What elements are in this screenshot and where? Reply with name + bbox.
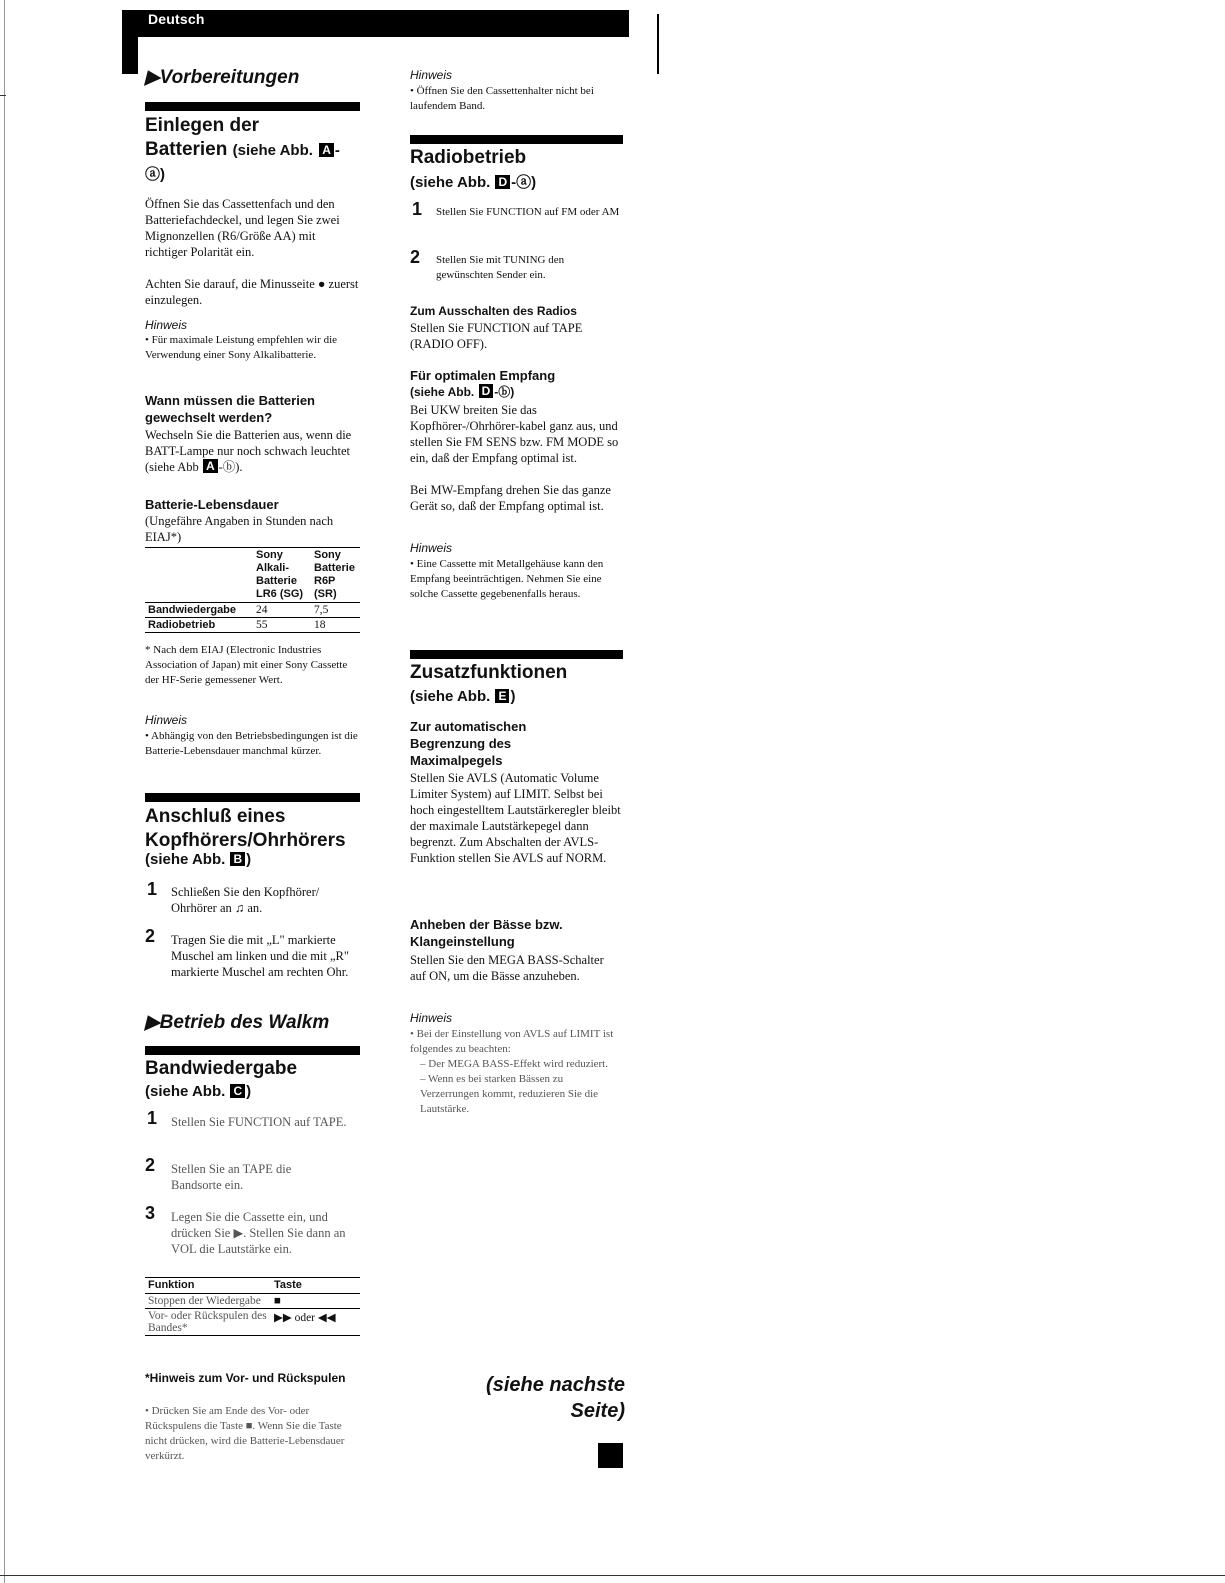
table-cell: 24 (253, 603, 311, 618)
rewind-note-heading: *Hinweis zum Vor- und Rückspulen (145, 1371, 346, 1385)
figure-label-b: B (230, 852, 245, 866)
table-cell: Stoppen der Wiedergabe (145, 1294, 271, 1309)
battery-figure-ref: (siehe Abb. (232, 142, 313, 159)
reception-text-2: Bei MW-Empfang drehen Sie das ganze Gerät so, daß der Empfang optimal ist. (410, 483, 611, 513)
reception-figure-ref (410, 384, 514, 401)
column-header-function: Funktion (145, 1278, 271, 1294)
bass-text: Stellen Sie den MEGA BASS-Schalter auf ON, um die Bässe anzuheben. (410, 953, 604, 983)
reception-ref-label: (siehe Abb. (410, 385, 475, 399)
section-title-walkman: ▶Betrieb des Walkm (145, 1012, 330, 1033)
section-rule (145, 102, 360, 111)
battery-heading-line1: Einlegen der (145, 115, 260, 136)
margin-mark (0, 95, 6, 96)
column-header-r6p: Sony Batterie R6P (SR) (311, 548, 360, 603)
hint-heading: Hinweis (145, 713, 188, 727)
step-number-1: 1 (412, 199, 423, 219)
headphones-ref-end: ) (246, 851, 252, 868)
battery-replace-heading: Wann müssen die Batterien gewechselt werden? (145, 393, 315, 425)
step-number-2: 2 (145, 926, 156, 946)
avls-text: Stellen Sie AVLS (Automatic Volume Limiter System) auf LIMIT. Selbst bei hoch eingestelltem Lautstärkeregler bleibt der maximale Lautstärkepegel dann begrenzt. Zum Abschalten der AVLS-Funktion stellen Sie AVLS auf NORM. (410, 771, 621, 865)
figure-label-d: D (495, 175, 510, 189)
figure-label-c: C (230, 1084, 245, 1098)
figure-label-d: D (479, 384, 494, 398)
headphones-ref-label: (siehe Abb. (145, 851, 226, 868)
column-header-key: Taste (271, 1278, 360, 1294)
bass-heading: Anheben der Bässe bzw. Klangeinstellung (410, 917, 563, 949)
radio-step-2: Stellen Sie mit TUNING den gewünschten Sender ein. (436, 254, 565, 281)
playback-ref-label: (siehe Abb. (145, 1083, 226, 1100)
headphones-step-2: Tragen Sie die mit „L" markierte Muschel am linken und die mit „R" markierte Muschel am rechten Ohr. (171, 933, 349, 979)
playback-ref-end: ) (246, 1083, 252, 1100)
hint-line: – Der MEGA BASS-Effekt wird reduziert. (420, 1058, 608, 1070)
page-edge (4, 0, 5, 1583)
page-bottom-edge (0, 1575, 1225, 1576)
avls-heading: Zur automatischen Begrenzung des Maximalpegels (410, 719, 527, 768)
hint-line: – Wenn es bei starken Bässen zu Verzerrungen kommt, reduzieren Sie die Lautstärke. (420, 1073, 599, 1115)
headphones-heading-line2: Kopfhörers/Ohrhörers (145, 830, 346, 851)
section-rule (145, 1046, 360, 1055)
step-number-2: 2 (410, 247, 421, 267)
playback-step-1: Stellen Sie FUNCTION auf TAPE. (171, 1115, 347, 1129)
playback-figure-ref (145, 1083, 251, 1100)
radio-ref-label: (siehe Abb. (410, 174, 491, 191)
battery-life-text: (Ungefähre Angaben in Stunden nach EIAJ*) (145, 514, 334, 544)
hint-text: • Abhängig von den Betriebsbedingungen ist die Batterie-Lebensdauer manchmal kürzer. (145, 730, 358, 757)
rewind-note-text: • Drücken Sie am Ende des Vor- oder Rückspulens die Taste ■. Wenn Sie die Taste nicht drücken, wird die Batterie-Lebensdauer verkürzt. (145, 1405, 345, 1462)
headphones-heading-line1: Anschluß eines (145, 806, 286, 827)
battery-heading (145, 114, 370, 187)
reception-heading: Für optimalen Empfang (410, 368, 556, 383)
battery-replace-suffix: -ⓑ). (218, 460, 243, 474)
step-number-1: 1 (147, 879, 158, 899)
battery-ref-line2: ⓐ) (145, 166, 165, 183)
figure-label-a: A (319, 143, 334, 157)
headphones-step-1: Schließen Sie den Kopfhörer/ Ohrhörer an ♫ an. (171, 885, 320, 915)
margin-rule (657, 14, 659, 74)
battery-replace-text (145, 427, 367, 475)
battery-ref-suffix: - (334, 142, 340, 159)
step-number-3: 3 (145, 1203, 156, 1223)
reception-ref-end: -ⓑ) (494, 385, 515, 399)
radio-off-text: Stellen Sie FUNCTION auf TAPE (RADIO OFF). (410, 321, 583, 351)
hint-line: • Bei der Einstellung von AVLS auf LIMIT ist folgendes zu beachten: (410, 1028, 614, 1055)
battery-text-2: Achten Sie darauf, die Minusseite ● zuerst einzulegen. (145, 277, 359, 307)
hint-text: • Öffnen Sie den Cassettenhalter nicht bei laufendem Band. (410, 85, 594, 112)
playback-function-table (145, 1277, 360, 1336)
table-cell: Vor- oder Rückspulen des Bandes* (145, 1309, 271, 1336)
figure-label-e: E (495, 689, 509, 703)
table-cell: ▶▶ oder ◀◀ (271, 1309, 360, 1336)
hint-heading: Hinweis (410, 1011, 453, 1025)
step-number-2: 2 (145, 1155, 156, 1175)
hint-heading: Hinweis (145, 318, 188, 332)
extra-figure-ref (410, 688, 515, 705)
extra-ref-end: ) (510, 688, 516, 705)
section-rule (145, 793, 360, 802)
section-title-preparation: ▶Vorbereitungen (145, 67, 300, 88)
figure-label-a: A (203, 459, 218, 473)
section-rule (410, 650, 623, 659)
table-cell: 18 (311, 618, 360, 633)
headphones-heading (145, 805, 370, 853)
battery-footnote: * Nach dem EIAJ (Electronic Industries Association of Japan) mit einer Sony Cassette der HF-Serie gemessener Wert. (145, 644, 348, 686)
battery-text-1: Öffnen Sie das Cassettenfach und den Batteriefachdeckel, und legen Sie zwei Mignonzellen (R6/Größe AA) mit richtiger Polarität ein. (145, 197, 340, 259)
radio-heading: Radiobetrieb (410, 147, 527, 168)
reception-text-1: Bei UKW breiten Sie das Kopfhörer-/Ohrhörer-kabel ganz aus, und stellen Sie FM SENS bzw. FM MODE so ein, daß der Empfang optimal ist. (410, 403, 619, 465)
table-row-label: Radiobetrieb (145, 618, 253, 633)
radio-off-heading: Zum Ausschalten des Radios (410, 304, 577, 318)
hint-text: • Für maximale Leistung empfehlen wir die Verwendung einer Sony Alkalibatterie. (145, 334, 338, 361)
step-number-1: 1 (147, 1108, 158, 1128)
extra-ref-label: (siehe Abb. (410, 688, 491, 705)
battery-heading-line2: Batterien (145, 139, 228, 160)
table-cell: 55 (253, 618, 311, 633)
table-row-label: Bandwiedergabe (145, 603, 253, 618)
playback-step-2: Stellen Sie an TAPE die Bandsorte ein. (171, 1162, 292, 1192)
table-cell: ■ (271, 1294, 360, 1309)
radio-figure-ref (410, 174, 536, 191)
battery-replace-body: Wechseln Sie die Batterien aus, wenn die BATT-Lampe nur noch schwach leuchtet (siehe Abb (145, 428, 352, 474)
battery-life-table (145, 547, 360, 633)
hint-text (410, 1027, 620, 1117)
hint-heading: Hinweis (410, 541, 453, 555)
playback-step-3: Legen Sie die Cassette ein, und drücken Sie ▶. Stellen Sie dann an VOL die Lautstärke ein. (171, 1210, 346, 1256)
table-cell: 7,5 (311, 603, 360, 618)
headphones-figure-ref (145, 851, 251, 868)
page-end-marker (598, 1443, 623, 1468)
extra-functions-heading: Zusatzfunktionen (410, 662, 568, 683)
radio-step-1: Stellen Sie FUNCTION auf FM oder AM (436, 206, 620, 218)
hint-heading: Hinweis (410, 68, 453, 82)
continued-next-page: (siehe nachste Seite) (486, 1374, 625, 1422)
language-label: Deutsch (148, 11, 205, 27)
hint-text: • Eine Cassette mit Metallgehäuse kann den Empfang beeinträchtigen. Nehmen Sie eine solche Cassette gegebenenfalls heraus. (410, 558, 604, 600)
section-rule (410, 135, 623, 144)
radio-ref-end: -ⓐ) (511, 174, 537, 191)
battery-life-heading: Batterie-Lebensdauer (145, 497, 279, 512)
column-header-alkaline: Sony Alkali-Batterie LR6 (SG) (253, 548, 311, 603)
playback-heading: Bandwiedergabe (145, 1058, 298, 1079)
